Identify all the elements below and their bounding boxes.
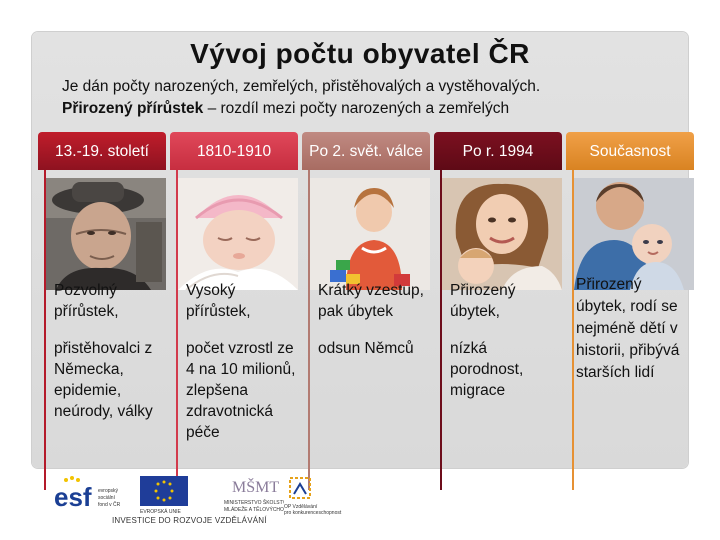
op-vk-logo xyxy=(280,472,370,516)
column-text-2: odsun Němců xyxy=(318,340,414,357)
eu-label: EVROPSKÁ UNIE xyxy=(140,509,181,514)
child-playing-photo xyxy=(310,178,430,290)
op-line-1: OP Vzdělávání xyxy=(284,504,318,510)
funding-logos xyxy=(40,470,380,536)
column-text-1: Krátký vzestup, pak úbytek xyxy=(318,282,424,320)
mother-child-photo xyxy=(442,178,562,290)
column-13-19-century xyxy=(38,132,166,420)
esf-line-1: evropský xyxy=(98,488,119,494)
esf-mark: esf xyxy=(54,482,92,512)
msmt-line-2: MLÁDEŽE A TĚLOVÝCHOVY xyxy=(224,507,284,513)
column-text-1: Pozvolný přírůstek, xyxy=(54,282,119,320)
column-header: 1810-1910 xyxy=(170,132,298,170)
intro-text xyxy=(62,76,682,120)
column-text-2: počet vzrostl ze 4 na 10 milionů, zlepšena zdravotnická péče xyxy=(186,340,296,441)
column-description xyxy=(54,280,166,438)
column-text-2: přistěhovalci z Německa, epidemie, neúrody, války xyxy=(54,340,153,420)
column-description xyxy=(318,280,430,375)
column-header: Současnost xyxy=(566,132,694,170)
elderly-man-photo xyxy=(46,178,166,290)
column-after-ww2 xyxy=(302,132,430,357)
column-description xyxy=(576,274,694,400)
intro-line-2 xyxy=(62,98,682,120)
column-description xyxy=(186,280,298,459)
column-header: Po r. 1994 xyxy=(434,132,562,170)
intro-line-1: Je dán počty narozených, zemřelých, přistěhovalých a vystěhovalých. xyxy=(62,78,541,95)
column-header: Po 2. svět. válce xyxy=(302,132,430,170)
eu-flag-logo xyxy=(138,474,218,514)
slide-title: Vývoj počtu obyvatel ČR xyxy=(190,38,530,69)
intro-term: Přirozený přírůstek xyxy=(62,100,204,117)
msmt-mark: MŠMT xyxy=(232,479,280,496)
column-after-1994 xyxy=(434,132,562,399)
esf-logo xyxy=(52,472,124,516)
column-text-1: Přirozený úbytek, rodí se nejméně dětí v historii, přibývá starších lidí xyxy=(576,276,680,381)
column-text-1: Vysoký přírůstek, xyxy=(186,282,251,320)
esf-line-3: fond v ČR xyxy=(98,502,121,508)
newborn-baby-photo xyxy=(178,178,298,290)
column-1810-1910 xyxy=(170,132,298,441)
msmt-line-1: MINISTERSTVO ŠKOLSTVÍ, xyxy=(224,500,284,506)
msmt-logo xyxy=(224,470,284,516)
op-line-2: pro konkurenceschopnost xyxy=(284,510,342,516)
column-text-1: Přirozený úbytek, xyxy=(450,282,516,320)
esf-line-2: sociální xyxy=(98,495,115,501)
column-description xyxy=(450,280,562,417)
column-text-2: nízká porodnost, migrace xyxy=(450,340,524,399)
intro-definition: – rozdíl mezi počty narozených a zemřelých xyxy=(203,100,510,117)
column-header: 13.-19. století xyxy=(38,132,166,170)
column-present xyxy=(566,132,694,381)
footer-tagline: INVESTICE DO ROZVOJE VZDĚLÁVÁNÍ xyxy=(112,516,267,525)
